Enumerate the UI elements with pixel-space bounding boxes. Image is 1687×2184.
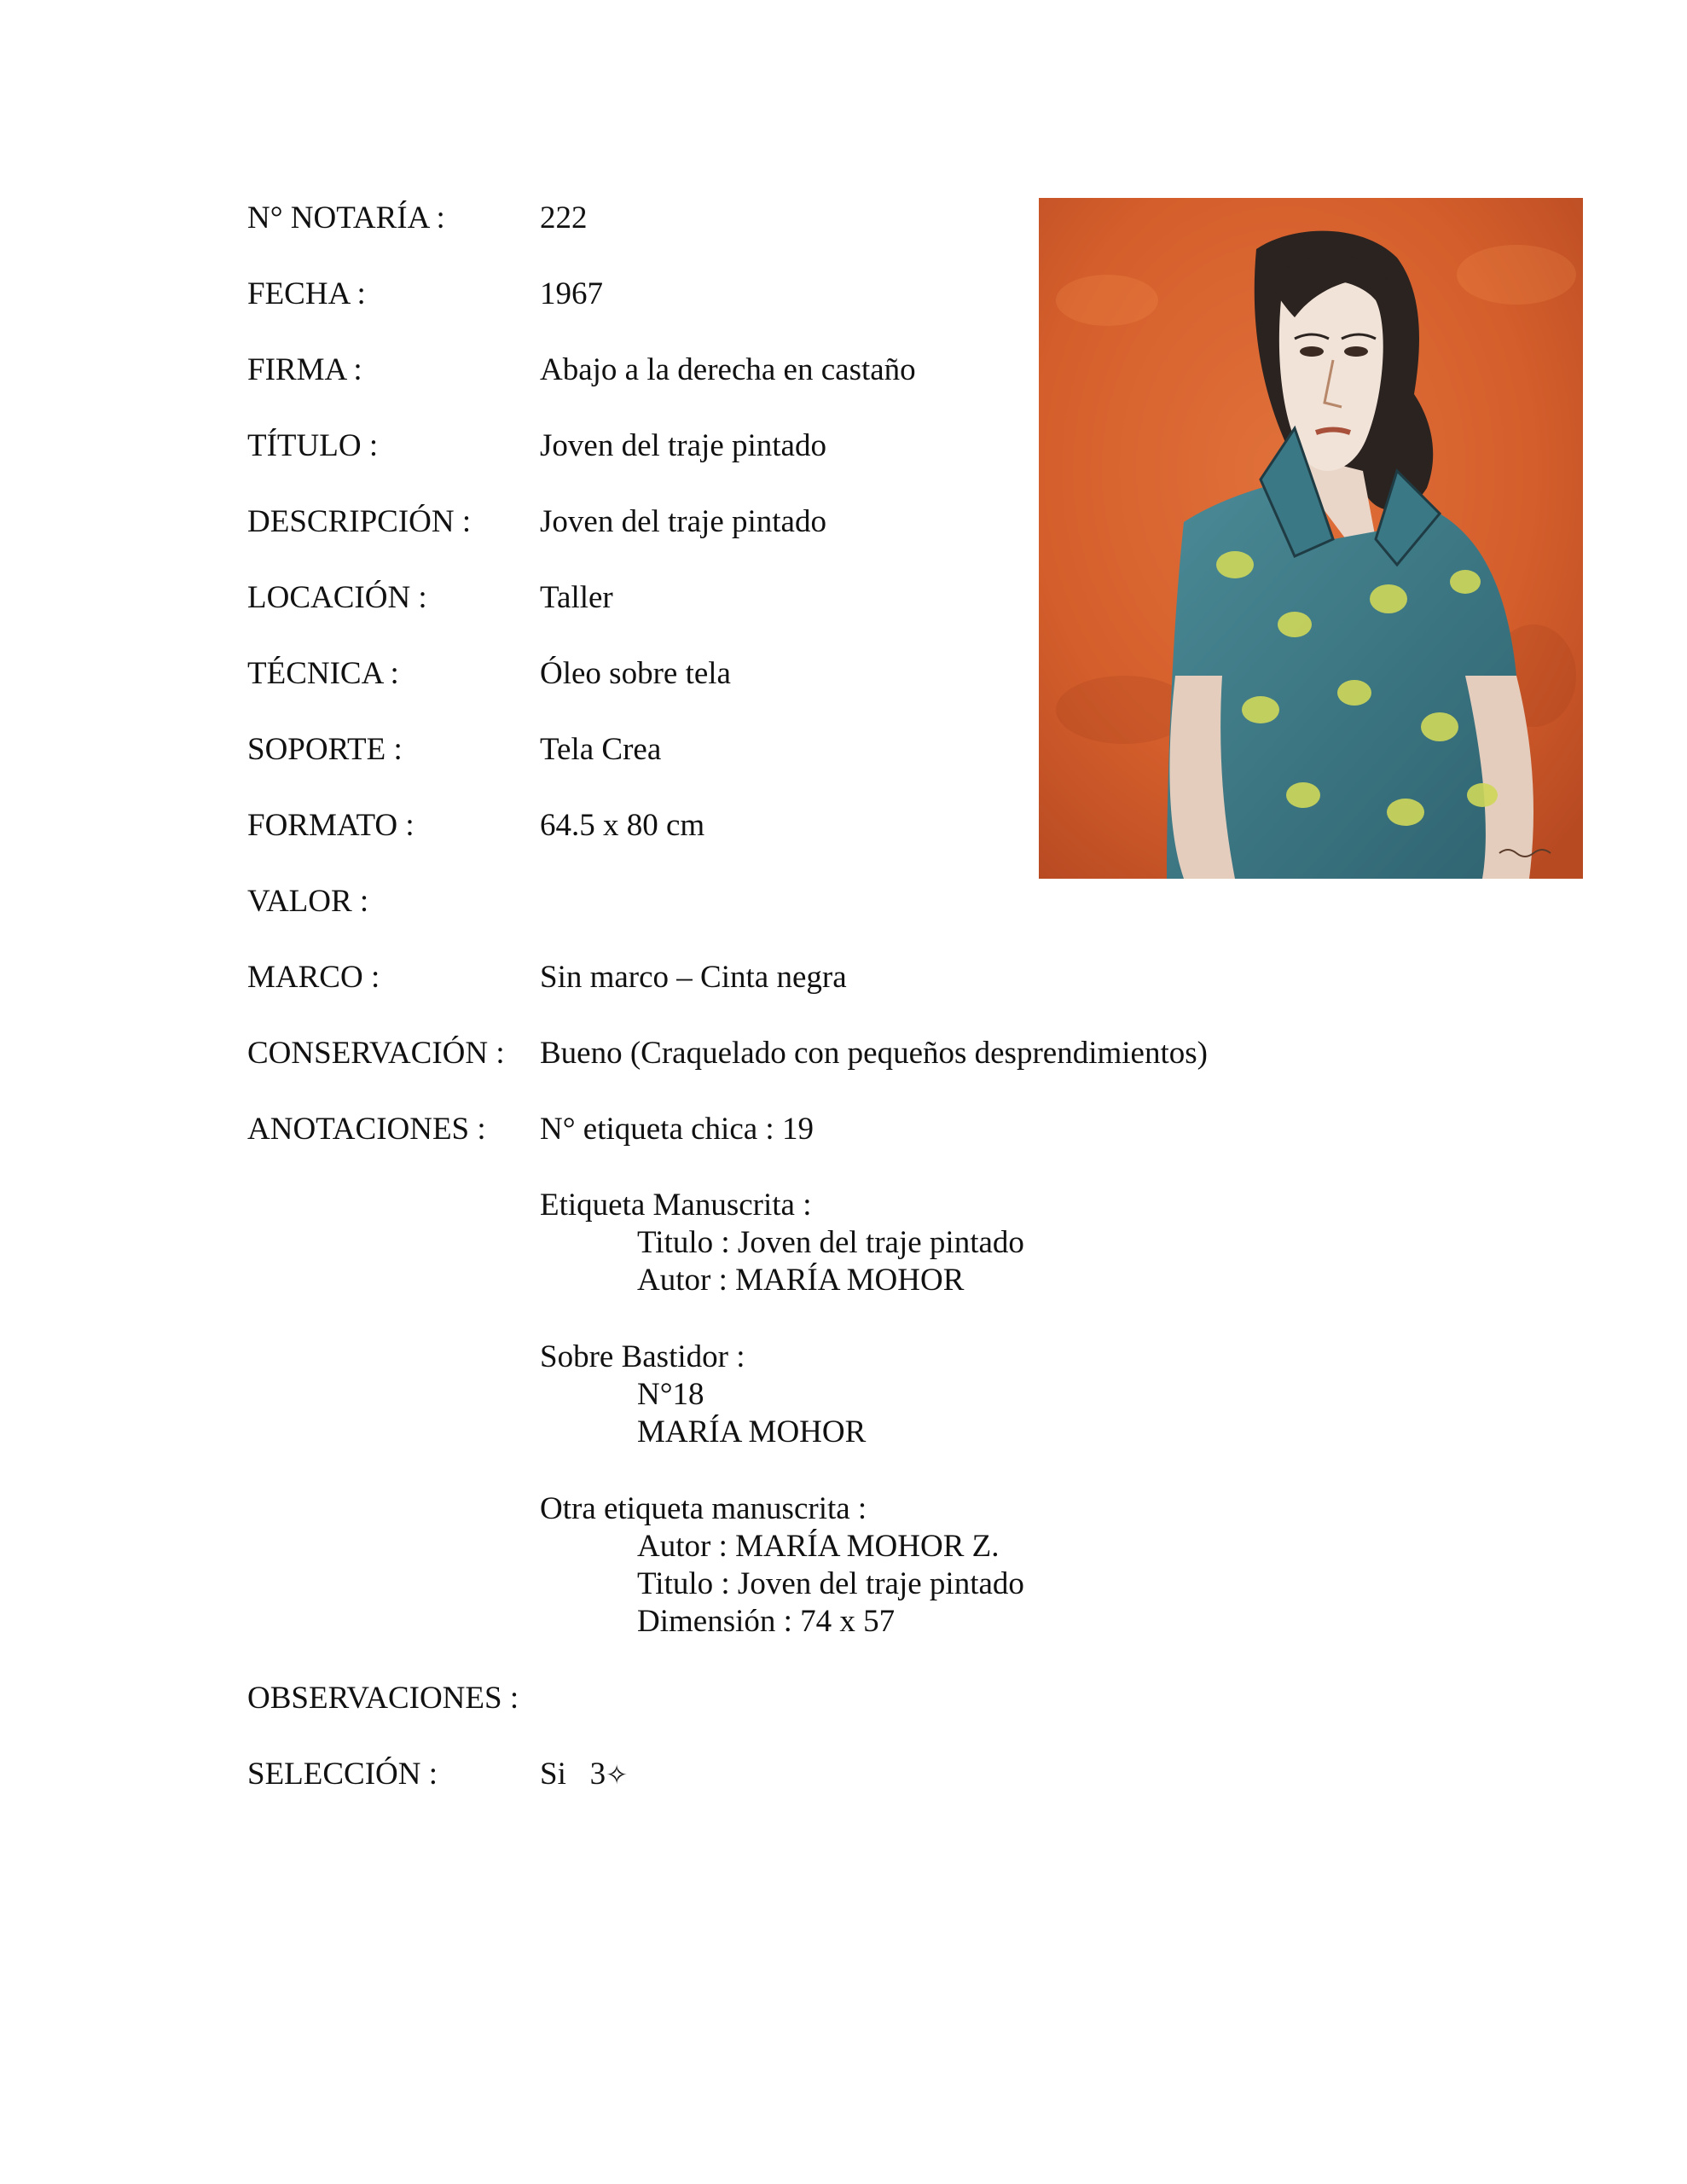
annotation-line: MARÍA MOHOR [637, 1414, 867, 1449]
annotation-otra-etiqueta [540, 1490, 1024, 1641]
annotation-line: Dimensión : 74 x 57 [637, 1604, 896, 1639]
annotation-heading: Etiqueta Manuscrita : [540, 1188, 812, 1223]
field-value: Taller [540, 580, 613, 615]
field-label: TÉCNICA : [247, 656, 399, 691]
field-label: ANOTACIONES : [247, 1112, 486, 1147]
field-value [540, 1756, 628, 1794]
mouth [1316, 430, 1350, 433]
seleccion-value: Si 3 [540, 1757, 606, 1792]
field-value: Bueno (Craquelado con pequeños desprendimientos) [540, 1036, 1208, 1071]
field-label: SELECCIÓN : [247, 1757, 438, 1792]
field-value: 1967 [540, 276, 603, 311]
field-value: 222 [540, 200, 588, 235]
annotation-line: N°18 [637, 1377, 704, 1412]
field-value: Óleo sobre tela [540, 656, 731, 691]
annotation-sobre-bastidor [540, 1339, 866, 1451]
field-value: Abajo a la derecha en castaño [540, 352, 916, 387]
field-label: LOCACIÓN : [247, 580, 427, 615]
field-value: Joven del traje pintado [540, 428, 826, 463]
annotation-etiqueta-manuscrita [540, 1187, 1024, 1299]
field-value: N° etiqueta chica : 19 [540, 1112, 814, 1147]
field-label: OBSERVACIONES : [247, 1681, 519, 1716]
field-label: CONSERVACIÓN : [247, 1036, 505, 1071]
field-label: DESCRIPCIÓN : [247, 504, 472, 539]
annotation-line: Autor : MARÍA MOHOR Z. [637, 1529, 1000, 1564]
portrait-painting [1039, 198, 1583, 879]
star-icon: ✧ [606, 1760, 629, 1791]
annotation-line: Titulo : Joven del traje pintado [637, 1566, 1024, 1601]
field-label: FORMATO : [247, 808, 415, 843]
field-value: Tela Crea [540, 732, 662, 767]
field-label: N° NOTARÍA : [247, 200, 445, 235]
annotation-line: Titulo : Joven del traje pintado [637, 1225, 1024, 1260]
annotation-line: Autor : MARÍA MOHOR [637, 1263, 965, 1298]
annotation-heading: Otra etiqueta manuscrita : [540, 1491, 867, 1526]
field-label: FIRMA : [247, 352, 362, 387]
field-label: SOPORTE : [247, 732, 403, 767]
field-label: MARCO : [247, 960, 380, 995]
annotation-heading: Sobre Bastidor : [540, 1339, 745, 1374]
field-label: FECHA : [247, 276, 366, 311]
field-value: 64.5 x 80 cm [540, 808, 705, 843]
right-eye [1344, 346, 1368, 357]
field-label: VALOR : [247, 884, 369, 919]
left-eye [1300, 346, 1324, 357]
field-label: TÍTULO : [247, 428, 379, 463]
field-value: Joven del traje pintado [540, 504, 826, 539]
field-value: Sin marco – Cinta negra [540, 960, 847, 995]
